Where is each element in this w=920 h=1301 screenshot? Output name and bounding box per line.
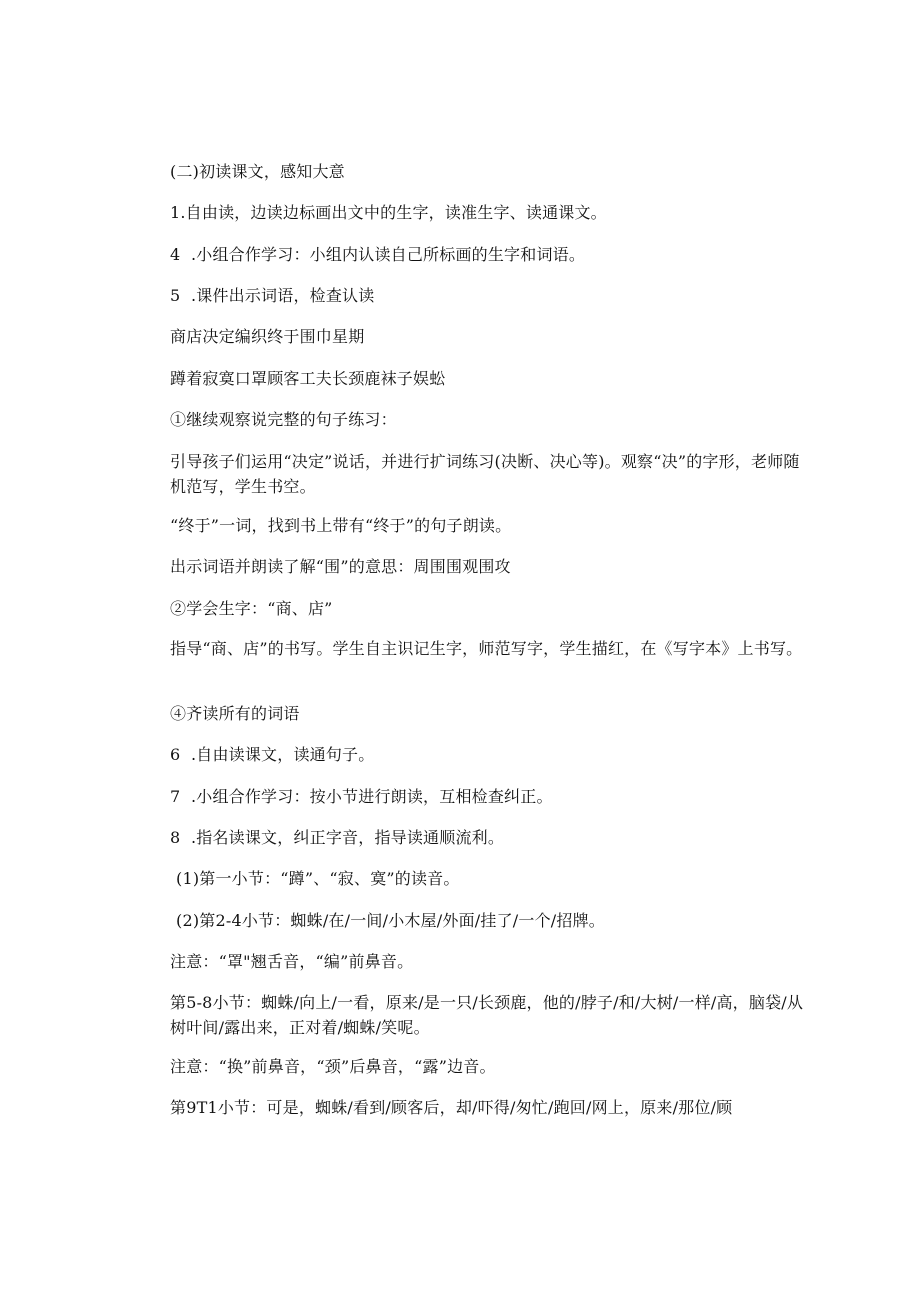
paragraph: 注意：“换”前鼻音，“颈”后鼻音，“露”边音。 [170,1057,496,1076]
paragraph: (2)第2-4小节：蜘蛛/在/一间/小木屋/外面/挂了/一个/招牌。 [176,911,605,930]
paragraph: 出示词语并朗读了解“围”的意思：周围围观围攻 [170,557,511,576]
word-list: 商店决定编织终于围巾星期 [170,327,365,346]
paragraph: “终于”一词，找到书上带有“终于”的句子朗读。 [170,516,512,535]
paragraph: 注意：“罩"翘舌音，“编”前鼻音。 [170,952,414,971]
paragraph: 指导“商、店”的书写。学生自主识记生字，师范写字，学生描红，在《写字本》上书写。 [170,639,803,658]
paragraph: ②学会生字：“商、店” [170,599,333,618]
paragraph: 7 .小组合作学习：按小节进行朗读，互相检查纠正。 [170,787,553,806]
paragraph: 4 .小组合作学习：小组内认读自己所标画的生字和词语。 [170,245,586,264]
paragraph: 1.自由读，边读边标画出文中的生字，读准生字、读通课文。 [170,203,607,222]
paragraph: 5 .课件出示词语，检查认读 [170,286,375,305]
paragraph: ④齐读所有的词语 [170,704,300,723]
paragraph: 第5-8小节：蜘蛛/向上/一看，原来/是一只/长颈鹿，他的/脖子/和/大树/一样/高，脑袋/从树叶间/露出来，正对着/蜘蛛/笑呢。 [170,993,804,1037]
paragraph: 8 .指名读课文，纠正字音，指导读通顺流利。 [170,828,505,847]
paragraph: (1)第一小节：“蹲”、“寂、寞”的读音。 [176,869,460,888]
paragraph: 6 .自由读课文，读通句子。 [170,745,375,764]
paragraph: 第9T1小节：可是，蜘蛛/看到/顾客后，却/吓得/匆忙/跑回/网上，原来/那位/顾 [170,1098,733,1117]
paragraph: ①继续观察说完整的句子练习： [170,410,397,429]
paragraph: 引导孩子们运用“决定”说话，并进行扩词练习(决断、决心等)。观察“决”的字形，老师随机范写，学生书空。 [170,452,800,496]
word-list: 蹲着寂寞口罩顾客工夫长颈鹿袜子娱蚣 [170,369,446,388]
section-heading: (二)初读课文，感知大意 [170,162,345,181]
